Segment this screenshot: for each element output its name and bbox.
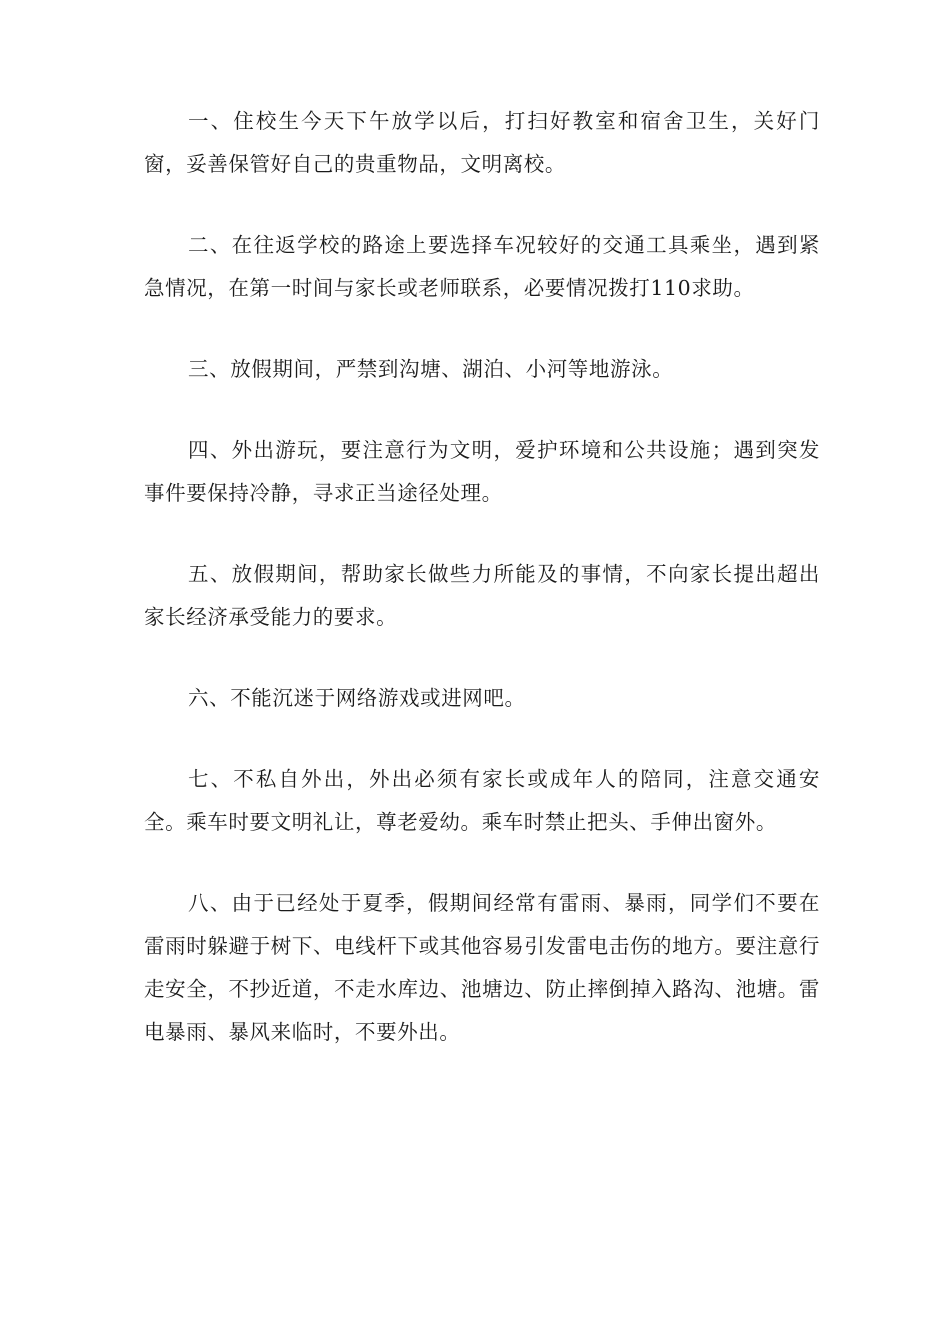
document-body (144, 100, 820, 1092)
paragraph-8: 八、由于已经处于夏季，假期间经常有雷雨、暴雨，同学们不要在雷雨时躲避于树下、电线杆下或其他容易引发雷电击伤的地方。要注意行走安全，不抄近道，不走水库边、池塘边、防止摔倒掉入路沟、池塘。雷电暴雨、暴风来临时，不要外出。 (144, 891, 820, 1044)
paragraph-7: 七、不私自外出，外出必须有家长或成年人的陪同，注意交通安全。乘车时要文明礼让，尊老爱幼。乘车时禁止把头、手伸出窗外。 (144, 767, 820, 834)
paragraph-6: 六、不能沉迷于网络游戏或进网吧。 (188, 686, 526, 710)
paragraph-2: 二、在往返学校的路途上要选择车况较好的交通工具乘坐，遇到紧急情况，在第一时间与家长或老师联系，必要情况拨打110求助。 (144, 233, 820, 300)
paragraph-4: 四、外出游玩，要注意行为文明，爱护环境和公共设施；遇到突发事件要保持冷静，寻求正当途径处理。 (144, 438, 820, 505)
paragraph-5: 五、放假期间，帮助家长做些力所能及的事情，不向家长提出超出家长经济承受能力的要求。 (144, 562, 820, 629)
paragraph-1: 一、住校生今天下午放学以后，打扫好教室和宿舍卫生，关好门窗，妥善保管好自己的贵重物品，文明离校。 (144, 109, 820, 176)
paragraph-3: 三、放假期间，严禁到沟塘、湖泊、小河等地游泳。 (188, 357, 674, 381)
